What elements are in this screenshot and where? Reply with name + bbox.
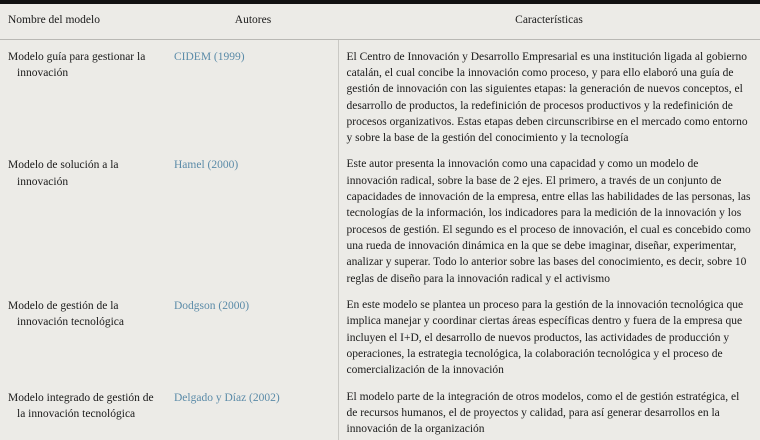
- cell-nombre: [0, 381, 168, 440]
- model-name: Modelo de solución a la innovación: [8, 159, 119, 188]
- cell-autores: [168, 148, 338, 289]
- model-name: Modelo guía para gestionar la innovación: [8, 50, 146, 79]
- table-row: [0, 289, 760, 381]
- author-citation-link[interactable]: Delgado y Díaz (2002): [174, 391, 280, 404]
- cell-caracteristicas: [338, 148, 760, 289]
- cell-caracteristicas: [338, 39, 760, 148]
- characteristics-text: Este autor presenta la innovación como una capacidad y como un modelo de innovación radical, sobre la base de 2 ejes. El primero, a través de un conjunto de capacidades de innovación de la empresa, entre ellas las habilidades de las personas, las tecnologías de la información, los indicadores para la medición de la innovación y los procesos de gestión. El segundo es el proceso de innovación, el cual es concebido como una rueda de innovación dinámica en la que se debe imaginar, diseñar, experimentar, analizar y superar. Todo lo anterior sobre las bases del conocimiento, es decir, sobre 10 reglas de diseño para la innovación radical y el activismo: [346, 158, 751, 285]
- author-citation-link[interactable]: Hamel (2000): [174, 159, 239, 172]
- models-table: [0, 4, 760, 440]
- column-header-caracteristicas: Características: [338, 4, 760, 39]
- characteristics-text: En este modelo se plantea un proceso para la gestión de la innovación tecnológica que implica manejar y coordinar ciertas áreas específicas dentro y fuera de la empresa que incluyen el I+D, el desarrollo de nuevos productos, las actividades de producción y operaciones, la estrategia tecnológica, la colaboración tecnológica y el proceso de comercialización de la innovación: [346, 299, 744, 377]
- cell-nombre: [0, 39, 168, 148]
- cell-nombre: [0, 148, 168, 289]
- table-row: [0, 148, 760, 289]
- model-name: Modelo de gestión de la innovación tecnológica: [8, 300, 124, 329]
- characteristics-text: El modelo parte de la integración de otros modelos, como el de gestión estratégica, el de recursos humanos, el de proyectos y calidad, para así generar desarrollos en la innovación de la organización: [346, 390, 740, 436]
- cell-caracteristicas: [338, 381, 760, 440]
- table-row: [0, 39, 760, 148]
- table-header-row: [0, 4, 760, 39]
- cell-caracteristicas: [338, 289, 760, 381]
- author-citation-link[interactable]: CIDEM (1999): [174, 50, 245, 63]
- cell-autores: [168, 289, 338, 381]
- cell-autores: [168, 381, 338, 440]
- table-row: [0, 381, 760, 440]
- cell-nombre: [0, 289, 168, 381]
- model-name: Modelo integrado de gestión de la innovación tecnológica: [8, 391, 154, 421]
- column-header-nombre: Nombre del modelo: [0, 4, 168, 39]
- table-header: [0, 4, 760, 39]
- characteristics-text: El Centro de Innovación y Desarrollo Empresarial es una institución ligada al gobierno catalán, el cual concibe la innovación como proceso, y para ello elaboró una guía de gestión de innovación con las siguientes etapas: la generación de nuevos conceptos, el desarrollo de productos, la redefinición de procesos productivos y la redefinición de procesos organizativos. Estas etapas deben circunscribirse en el mercado como entorno y sobre la base de la gestión del conocimiento y la tecnología: [346, 50, 748, 145]
- column-header-autores: Autores: [168, 4, 338, 39]
- author-citation-link[interactable]: Dodgson (2000): [174, 300, 250, 313]
- cell-autores: [168, 39, 338, 148]
- table-body: [0, 39, 760, 440]
